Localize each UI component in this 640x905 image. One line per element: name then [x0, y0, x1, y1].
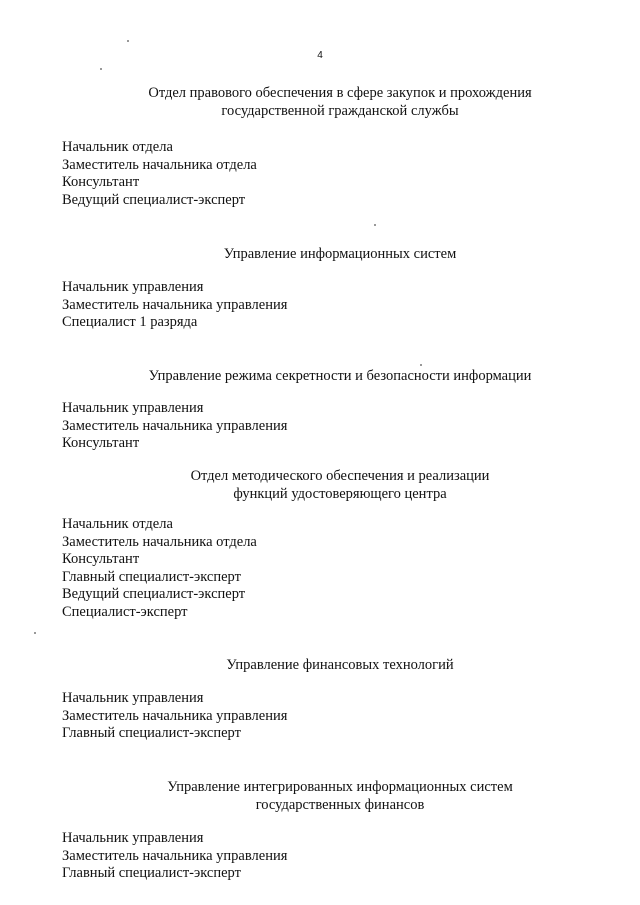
- section-heading: [0, 467, 640, 503]
- position-item: Главный специалист-эксперт: [62, 725, 241, 741]
- section-heading: [0, 84, 640, 120]
- position-list: [62, 690, 287, 743]
- position-list: [62, 400, 287, 453]
- scan-speck: [374, 224, 376, 226]
- position-item: Заместитель начальника управления: [62, 296, 288, 313]
- position-list: [62, 830, 287, 883]
- scan-speck: [100, 68, 102, 70]
- heading-line: Управление интегрированных информационных систем: [167, 779, 513, 795]
- position-item: Заместитель начальника управления: [62, 417, 288, 434]
- scan-speck: [420, 364, 422, 366]
- position-item: Заместитель начальника управления: [62, 707, 288, 724]
- position-item: Начальник управления: [62, 830, 204, 846]
- page-number: 4: [317, 50, 323, 61]
- position-list: [62, 279, 287, 332]
- section-heading: [0, 656, 640, 674]
- section-heading: [0, 367, 640, 385]
- position-item: Начальник управления: [62, 279, 204, 295]
- position-item: Главный специалист-эксперт: [62, 865, 241, 881]
- heading-line: Управление режима секретности и безопасности информации: [148, 368, 532, 384]
- heading-line: функций удостоверяющего центра: [233, 486, 447, 502]
- position-item: Консультант: [62, 435, 140, 451]
- position-item: Консультант: [62, 551, 140, 567]
- heading-line: Управление финансовых технологий: [226, 657, 454, 673]
- position-item: Начальник управления: [62, 400, 204, 416]
- position-item: Ведущий специалист-эксперт: [62, 191, 246, 208]
- position-item: Начальник отдела: [62, 139, 173, 155]
- heading-line: государственной гражданской службы: [221, 103, 459, 119]
- position-item: Главный специалист-эксперт: [62, 568, 241, 585]
- position-item: Заместитель начальника отдела: [62, 533, 257, 550]
- scan-speck: [127, 40, 129, 42]
- scan-speck: [34, 632, 36, 634]
- position-list: [62, 139, 257, 209]
- heading-line: Управление информационных систем: [223, 246, 457, 262]
- position-item: Консультант: [62, 174, 140, 190]
- section-heading: [0, 245, 640, 263]
- position-item: Специалист 1 разряда: [62, 314, 198, 330]
- heading-line: Отдел правового обеспечения в сфере закупок и прохождения: [148, 85, 532, 101]
- position-item: Заместитель начальника управления: [62, 847, 288, 864]
- heading-line: Отдел методического обеспечения и реализации: [190, 468, 490, 484]
- section-heading: [0, 778, 640, 814]
- position-item: Специалист-эксперт: [62, 603, 188, 620]
- position-item: Заместитель начальника отдела: [62, 156, 257, 173]
- position-item: Начальник управления: [62, 690, 204, 706]
- position-item: Ведущий специалист-эксперт: [62, 586, 246, 602]
- position-item: Начальник отдела: [62, 516, 173, 532]
- position-list: [62, 516, 257, 621]
- heading-line: государственных финансов: [255, 797, 425, 813]
